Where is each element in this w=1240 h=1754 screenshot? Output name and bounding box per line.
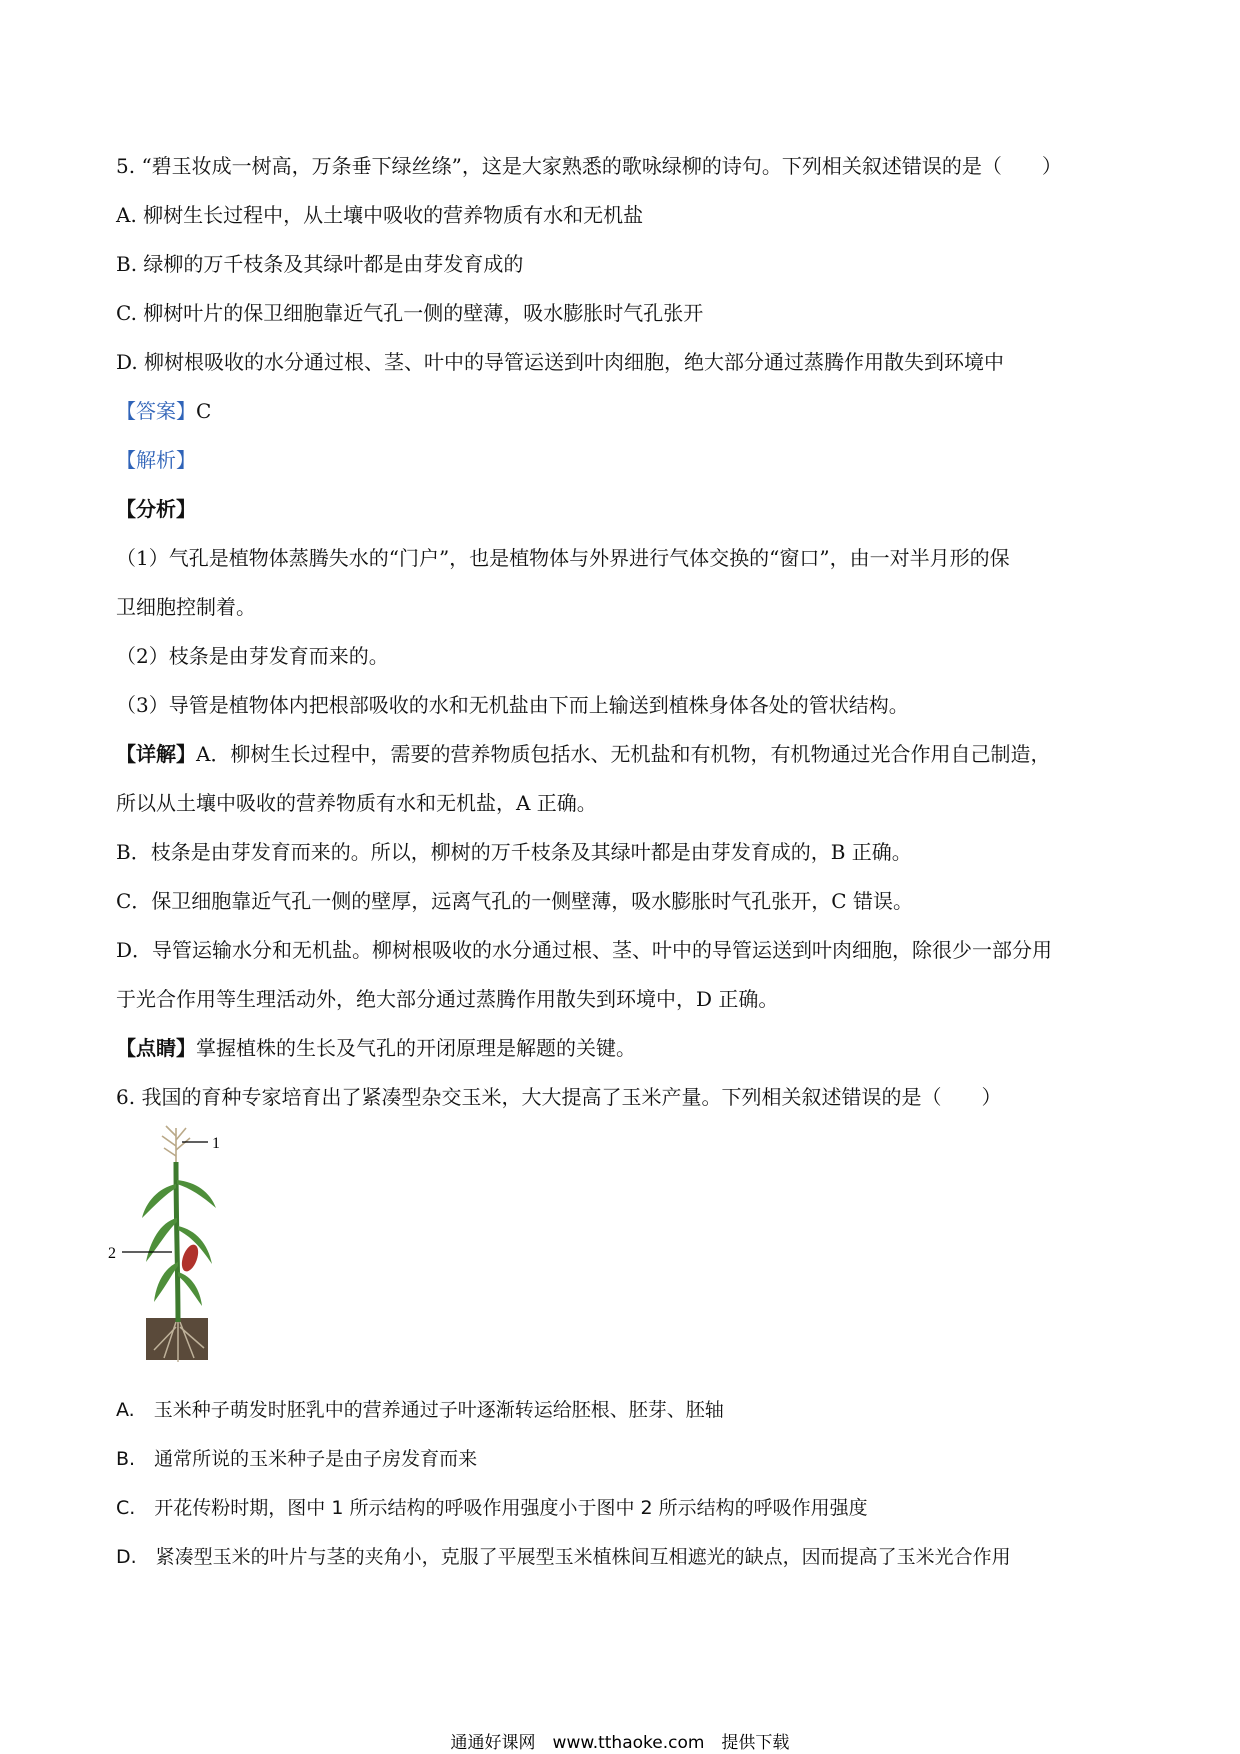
answer-value: C (196, 399, 212, 423)
q6-option-a: A. 玉米种子萌发时胚乳中的营养通过子叶逐渐转运给胚根、胚芽、胚轴 (116, 1399, 724, 1421)
stem (176, 1162, 178, 1322)
q6-option-b: B. 通常所说的玉米种子是由子房发育而来 (116, 1448, 478, 1470)
label-1: 1 (212, 1135, 220, 1152)
footer: 通通好课网 www.tthaoke.com 提供下载 (450, 1733, 790, 1753)
dianjing-label: 【点睛】 (116, 1036, 196, 1060)
q5-answer (116, 397, 211, 425)
detail-line-3: B．枝条是由芽发育而来的。所以，柳树的万千枝条及其绿叶都是由芽发育成的，B 正确。 (116, 840, 912, 864)
q5-option-c: C. 柳树叶片的保卫细胞靠近气孔一侧的壁薄，吸水膨胀时气孔张开 (116, 301, 704, 325)
q6-stem: 6. 我国的育种专家培育出了紧凑型杂交玉米，大大提高了玉米产量。下列相关叙述错误的是（ ） (116, 1085, 1002, 1109)
fenxi-line-1: （1）气孔是植物体蒸腾失水的“门户”，也是植物体与外界进行气体交换的“窗口”，由一对半月形的保 (116, 546, 1010, 570)
detail-first-text: A．柳树生长过程中，需要的营养物质包括水、无机盐和有机物，有机物通过光合作用自己制造， (196, 742, 1051, 766)
dianjing-text: 掌握植株的生长及气孔的开闭原理是解题的关键。 (196, 1036, 636, 1060)
dianjing (116, 1034, 636, 1062)
fenxi-line-4: （3）导管是植物体内把根部吸收的水和无机盐由下而上输送到植株身体各处的管状结构。 (116, 693, 909, 717)
detail-line-6: 于光合作用等生理活动外，绝大部分通过蒸腾作用散失到环境中，D 正确。 (116, 987, 779, 1011)
q5-option-d: D. 柳树根吸收的水分通过根、茎、叶中的导管运送到叶肉细胞，绝大部分通过蒸腾作用散失到环境中 (116, 350, 1005, 374)
answer-label: 【答案】 (116, 399, 196, 423)
corn-ear (179, 1242, 202, 1273)
label-2: 2 (108, 1245, 116, 1262)
corn-plant-figure (108, 1122, 266, 1372)
q6-option-c: C. 开花传粉时期，图中 1 所示结构的呼吸作用强度小于图中 2 所示结构的呼吸作用强度 (116, 1497, 868, 1519)
fenxi-line-2: 卫细胞控制着。 (116, 595, 256, 619)
detail-label: 【详解】 (116, 742, 196, 766)
detail-line-2: 所以从土壤中吸收的营养物质有水和无机盐，A 正确。 (116, 791, 597, 815)
analysis-label: 【解析】 (116, 448, 196, 472)
detail-line-4: C．保卫细胞靠近气孔一侧的壁厚，远离气孔的一侧壁薄，吸水膨胀时气孔张开，C 错误。 (116, 889, 913, 913)
q5-stem: 5. “碧玉妆成一树高，万条垂下绿丝绦”，这是大家熟悉的歌咏绿柳的诗句。下列相关叙述错误的是（ ） (116, 154, 1062, 178)
q5-option-a: A. 柳树生长过程中，从土壤中吸收的营养物质有水和无机盐 (116, 203, 644, 227)
soil-block (146, 1318, 208, 1360)
detail-first-line (116, 740, 1050, 768)
q5-option-b: B. 绿柳的万千枝条及其绿叶都是由芽发育成的 (116, 252, 524, 276)
detail-line-5: D．导管运输水分和无机盐。柳树根吸收的水分通过根、茎、叶中的导管运送到叶肉细胞，除很少一部分用 (116, 938, 1053, 962)
q6-option-d: D. 紧凑型玉米的叶片与茎的夹角小，克服了平展型玉米植株间互相遮光的缺点，因而提高了玉米光合作用 (116, 1546, 1011, 1568)
tassel (162, 1126, 190, 1162)
fenxi-line-3: （2）枝条是由芽发育而来的。 (116, 644, 389, 668)
fenxi-label: 【分析】 (116, 497, 196, 521)
